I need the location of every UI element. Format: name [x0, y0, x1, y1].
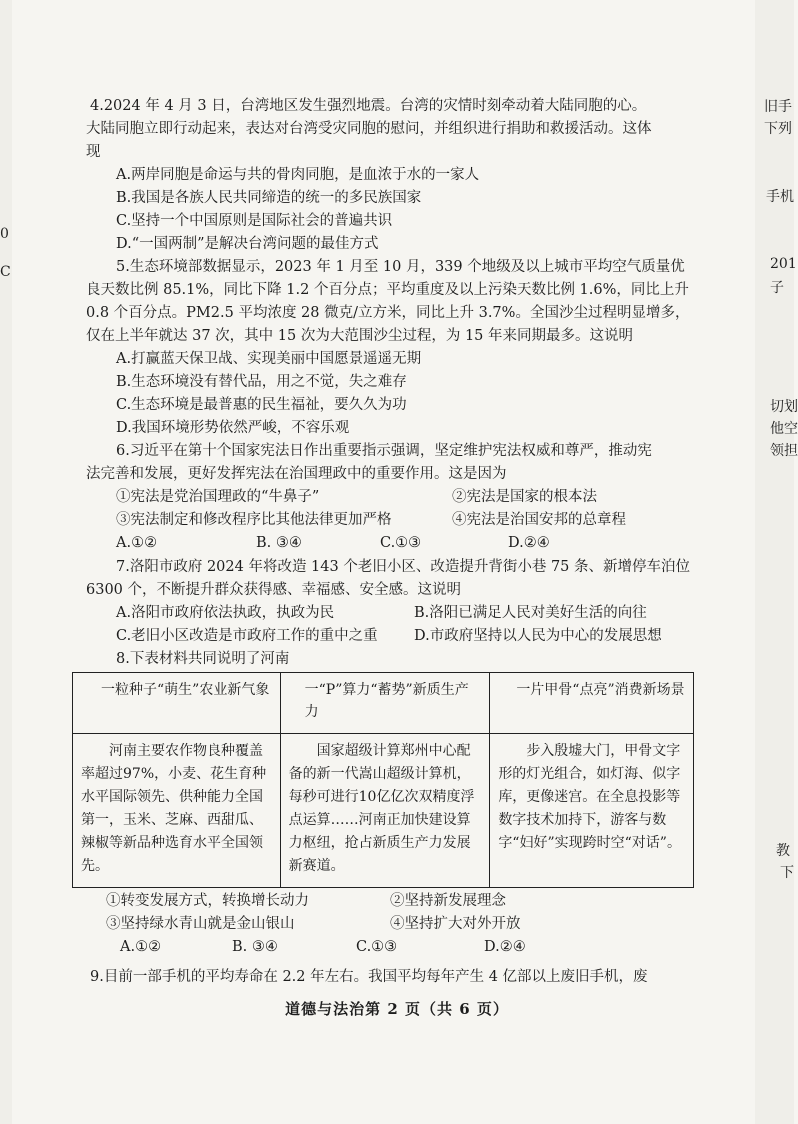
q4-option-d: D.“一国两制”是解决台湾问题的最佳方式 [116, 236, 379, 252]
q8-material-table [72, 672, 694, 888]
right-page-edge [755, 0, 794, 1124]
q7-option-c: C.老旧小区改造是市政府工作的重中之重 [116, 628, 378, 644]
q6-choice-b: B. ③④ [256, 535, 302, 551]
q6-choice-d: D.②④ [508, 535, 550, 551]
cell-computing: 国家超级计算郑州中心配备的新一代嵩山超级计算机，每秒可进行10亿亿次双精度浮点运算……河南正加快建设算力枢纽，抢占新质生产力发展新赛道。 [288, 743, 475, 874]
q5-option-a: A.打赢蓝天保卫战、实现美丽中国愿景遥遥无期 [116, 351, 422, 367]
table-header-cell [73, 673, 281, 734]
table-row [73, 734, 694, 888]
right-bleed-text: 201 [770, 256, 797, 272]
left-bleed-text: 0 [0, 226, 9, 242]
header-computing: 一“P”算力“蓄势”新质生产力 [304, 682, 469, 720]
q5-stem-line: 良天数比例 85.1%，同比下降 1.2 个百分点；平均重度及以上污染天数比例 1.6%，同比上升 [86, 282, 689, 298]
q8-choice-d: D.②④ [484, 939, 526, 955]
right-bleed-text: 下 [780, 865, 794, 881]
table-header-cell [490, 673, 694, 734]
q9-stem-line: 9.目前一部手机的平均寿命在 2.2 年左右。我国平均每年产生 4 亿部以上废旧手机，废 [90, 969, 648, 985]
page-footer: 道德与法治第 2 页（共 6 页） [285, 1000, 509, 1018]
q8-item-3: ③坚持绿水青山就是金山银山 [106, 916, 295, 932]
q8-stem: 8.下表材料共同说明了河南 [116, 651, 290, 667]
right-bleed-text: 教 [776, 843, 790, 859]
table-header-row [73, 673, 694, 734]
q5-option-d: D.我国环境形势依然严峻，不容乐观 [116, 420, 350, 436]
q6-item-2: ②宪法是国家的根本法 [452, 489, 597, 505]
q5-option-c: C.生态环境是最普惠的民生福祉，要久久为功 [116, 397, 407, 413]
right-bleed-text: 子 [770, 280, 784, 296]
q4-option-c: C.坚持一个中国原则是国际社会的普遍共识 [116, 213, 393, 229]
q4-stem-line: 大陆同胞立即行动起来，表达对台湾受灾同胞的慰问，并组织进行捐助和救援活动。这体 [86, 121, 652, 137]
q7-option-d: D.市政府坚持以人民为中心的发展思想 [414, 628, 662, 644]
q6-choice-c: C.①③ [380, 535, 422, 551]
table-header-cell [280, 673, 490, 734]
right-bleed-text: 切划 [770, 399, 798, 415]
q4-stem-line: 现 [86, 144, 101, 160]
q8-choice-c: C.①③ [356, 939, 398, 955]
right-bleed-text: 他空 [770, 421, 798, 437]
table-cell [490, 734, 694, 888]
q6-stem-line: 法完善和发展，更好发挥宪法在治国理政中的重要作用。这是因为 [86, 466, 507, 482]
q6-stem-line: 6.习近平在第十个国家宪法日作出重要指示强调，坚定维护宪法权威和尊严，推动宪 [116, 443, 652, 459]
q4-option-a: A.两岸同胞是命运与共的骨肉同胞，是血浓于水的一家人 [116, 167, 480, 183]
q8-item-2: ②坚持新发展理念 [390, 893, 506, 909]
cell-consumption: 步入殷墟大门，甲骨文字形的灯光组合，如灯海、似字库，更像迷宫。在全息投影等数字技术加持下，游客与数字“妇好”实现跨时空“对话”。 [498, 743, 681, 851]
q8-item-4: ④坚持扩大对外开放 [390, 916, 521, 932]
q8-choice-a: A.①② [120, 939, 162, 955]
q8-item-1: ①转变发展方式，转换增长动力 [106, 893, 309, 909]
cell-agriculture: 河南主要农作物良种覆盖率超过97%，小麦、花生育种水平国际领先、供种能力全国第一，玉米、芝麻、西甜瓜、辣椒等新品种选育水平全国领先。 [81, 743, 267, 874]
q6-choice-a: A.①② [116, 535, 158, 551]
q5-stem-line: 5.生态环境部数据显示，2023 年 1 月至 10 月，339 个地级及以上城市平均空气质量优 [116, 259, 685, 275]
header-consumption: 一片甲骨“点亮”消费新场景 [516, 682, 685, 698]
q6-item-3: ③宪法制定和修改程序比其他法律更加严格 [116, 512, 392, 528]
q7-option-b: B.洛阳已满足人民对美好生活的向往 [414, 605, 647, 621]
q4-stem-line: 4.2024 年 4 月 3 日，台湾地区发生强烈地震。台湾的灾情时刻牵动着大陆同胞的心。 [90, 98, 647, 114]
table-cell [280, 734, 490, 888]
right-bleed-text: 下列 [764, 121, 792, 137]
q8-choice-b: B. ③④ [232, 939, 278, 955]
q6-item-4: ④宪法是治国安邦的总章程 [452, 512, 626, 528]
left-bleed-text: C [0, 264, 11, 280]
right-bleed-text: 领担 [770, 443, 798, 459]
q6-item-1: ①宪法是党治国理政的“牛鼻子” [116, 489, 320, 505]
left-page-edge [0, 0, 12, 1124]
q7-stem-line: 6300 个，不断提升群众获得感、幸福感、安全感。这说明 [86, 582, 462, 598]
q7-stem-line: 7.洛阳市政府 2024 年将改造 143 个老旧小区、改造提升背街小巷 75 条、新增停车泊位 [116, 559, 691, 575]
q5-stem-line: 仅在上半年就达 37 次，其中 15 次为大范围沙尘过程，为 15 年来同期最多。这说明 [86, 328, 634, 344]
q7-option-a: A.洛阳市政府依法执政，执政为民 [116, 605, 335, 621]
q5-stem-line: 0.8 个百分点。PM2.5 平均浓度 28 微克/立方米，同比上升 3.7%。全国沙尘过程明显增多， [86, 305, 690, 321]
table-cell [73, 734, 281, 888]
right-bleed-text: 旧手 [764, 99, 792, 115]
q4-option-b: B.我国是各族人民共同缔造的统一的多民族国家 [116, 190, 422, 206]
header-agriculture: 一粒种子“萌生”农业新气象 [101, 682, 270, 698]
q5-option-b: B.生态环境没有替代品，用之不觉，失之难存 [116, 374, 407, 390]
right-bleed-text: 手机 [766, 189, 794, 205]
